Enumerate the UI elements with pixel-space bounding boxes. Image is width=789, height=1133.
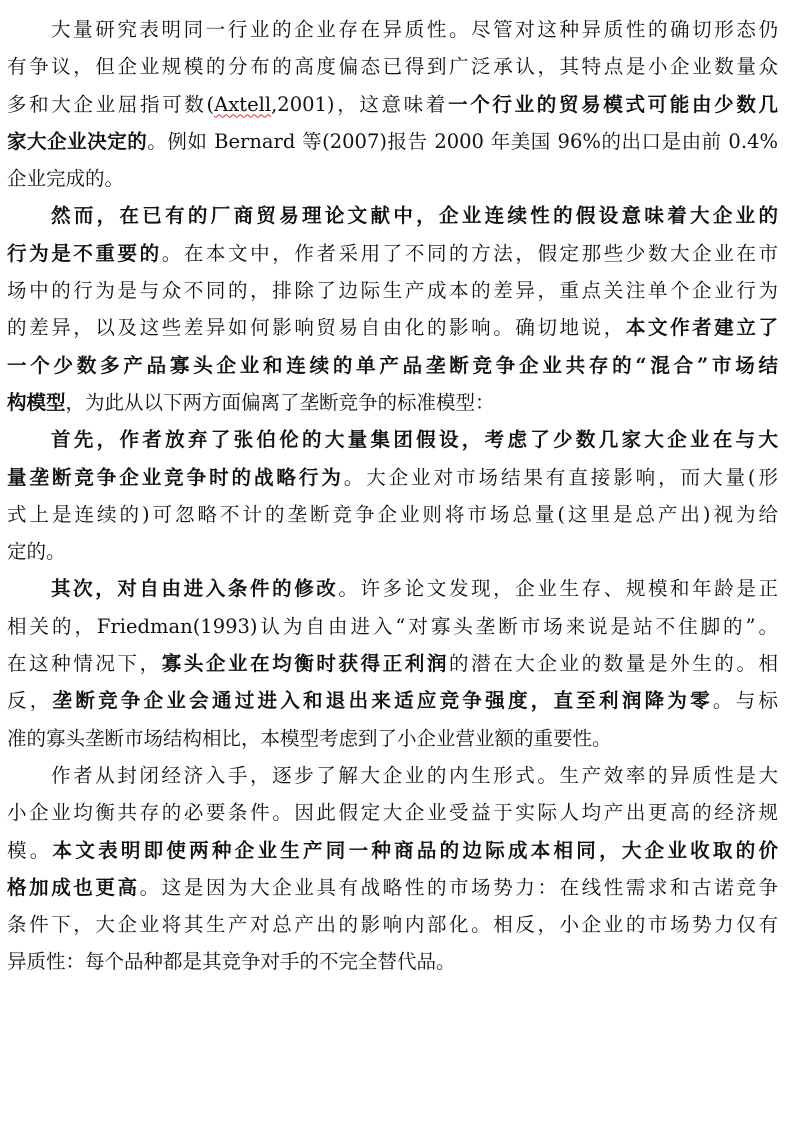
paragraph [7,197,778,421]
bold-text-segment: 本文表明即使两种企业生产同一种商品的边际成本相同，大企业收取的价 [52,838,778,862]
bold-text-segment: 本文作者建立了 [625,316,778,340]
text-line [7,682,778,719]
text-line [7,757,778,794]
text-line [7,197,778,234]
text-line [7,235,778,272]
bold-text-segment: 一个行业的贸易模式可能由少数几 [448,92,778,116]
text-line [7,906,778,943]
text-line [7,533,778,570]
text-line [7,160,778,197]
text-line [7,48,778,85]
text-segment: 有争议，但企业规模的分布的高度偏态已得到广泛承认，其特点是小企业数量众 [7,55,778,79]
text-line [7,347,778,384]
text-line [7,608,778,645]
paragraph [7,570,778,756]
text-line [7,496,778,533]
text-segment: 的差异，以及这些差异如何影响贸易自由化的影响。确切地说， [7,316,626,340]
spellcheck-flagged-word: Axtell [214,92,272,116]
bold-text-segment: 垄断竞争企业会通过进入和退出来适应竞争强度，直至利润降为零 [52,689,713,713]
text-line [7,86,778,123]
text-segment: 小企业均衡共存的必要条件。因此假定大企业受益于实际人均产出更高的经济规 [7,801,778,825]
text-segment: 准的寡头垄断市场结构相比，本模型考虑到了小企业营业额的重要性。 [7,726,612,750]
bold-text-segment: 行为是不重要的 [7,241,162,265]
text-segment: 企业完成的。 [7,167,125,191]
text-line [7,123,778,160]
text-line [7,459,778,496]
text-line [7,570,778,607]
text-segment: 。许多论文发现，企业生存、规模和年龄是正 [338,577,778,601]
bold-text-segment: 寡头企业在均衡时获得正利润 [161,652,450,676]
text-segment: 相关的，Friedman(1993)认为自由进入“对寡头垄断市场来说是站不住脚的”。 [7,614,778,638]
text-line [7,421,778,458]
text-segment: 条件下，大企业将其生产对总产出的影响内部化。相反，小企业的市场势力仅有 [7,913,778,937]
paragraph [7,421,778,570]
bold-text-segment: 一个少数多产品寡头企业和连续的单产品垄断竞争企业共存的“混合”市场结 [7,353,778,377]
text-segment: ，为此从以下两方面偏离了垄断竞争的标准模型： [65,390,495,414]
text-line [7,309,778,346]
bold-text-segment: 构模型 [7,390,66,414]
bold-text-segment: 量垄断竞争企业竞争时的战略行为 [7,465,344,489]
text-segment: 在这种情况下， [7,652,162,676]
text-segment: 反， [7,689,53,713]
paragraph [7,11,778,197]
text-line [7,869,778,906]
text-segment: 作者从封闭经济入手，逐步了解大企业的内生形式。生产效率的异质性是大 [51,763,778,787]
bold-text-segment: 格加成也更高 [7,875,140,899]
text-segment: 多和大企业屈指可数( [7,92,215,116]
text-segment: 。这是因为大企业具有战略性的市场势力：在线性需求和古诺竞争 [139,875,778,899]
text-segment: 异质性：每个品种都是其竞争对手的不完全替代品。 [7,950,456,974]
text-segment: 场中的行为是与众不同的，排除了边际生产成本的差异，重点关注单个企业行为 [7,279,778,303]
text-segment: 的潜在大企业的数量是外生的。相 [449,652,778,676]
text-line [7,11,778,48]
text-segment: 定的。 [7,540,66,564]
text-segment: 。在本文中，作者采用了不同的方法，假定那些少数大企业在市 [161,241,778,265]
text-segment: 式上是连续的)可忽略不计的垄断竞争企业则将市场总量(这里是总产出)视为给 [7,502,778,526]
text-line [7,794,778,831]
bold-text-segment: 其次，对自由进入条件的修改 [51,577,339,601]
text-segment: 模。 [7,838,53,862]
text-segment: 大量研究表明同一行业的企业存在异质性。尽管对这种异质性的确切形态仍 [51,18,778,41]
text-segment: 。例如 Bernard 等(2007)报告 2000 年美国 96%的出口是由前 0.4% [147,129,778,153]
text-segment: ,2001)，这意味着 [271,92,449,116]
text-line [7,720,778,757]
bold-text-segment: 家大企业决定的 [7,129,148,153]
paragraph [7,757,778,981]
text-line [7,832,778,869]
text-line [7,272,778,309]
text-line [7,943,778,980]
text-segment: 。大企业对市场结果有直接影响，而大量(形 [343,465,778,489]
bold-text-segment: 首先，作者放弃了张伯伦的大量集团假设，考虑了少数几家大企业在与大 [51,428,778,452]
bold-text-segment: 然而，在已有的厂商贸易理论文献中，企业连续性的假设意味着大企业的 [51,204,778,228]
text-segment: 。与标 [712,689,778,713]
text-line [7,384,778,421]
text-line [7,645,778,682]
